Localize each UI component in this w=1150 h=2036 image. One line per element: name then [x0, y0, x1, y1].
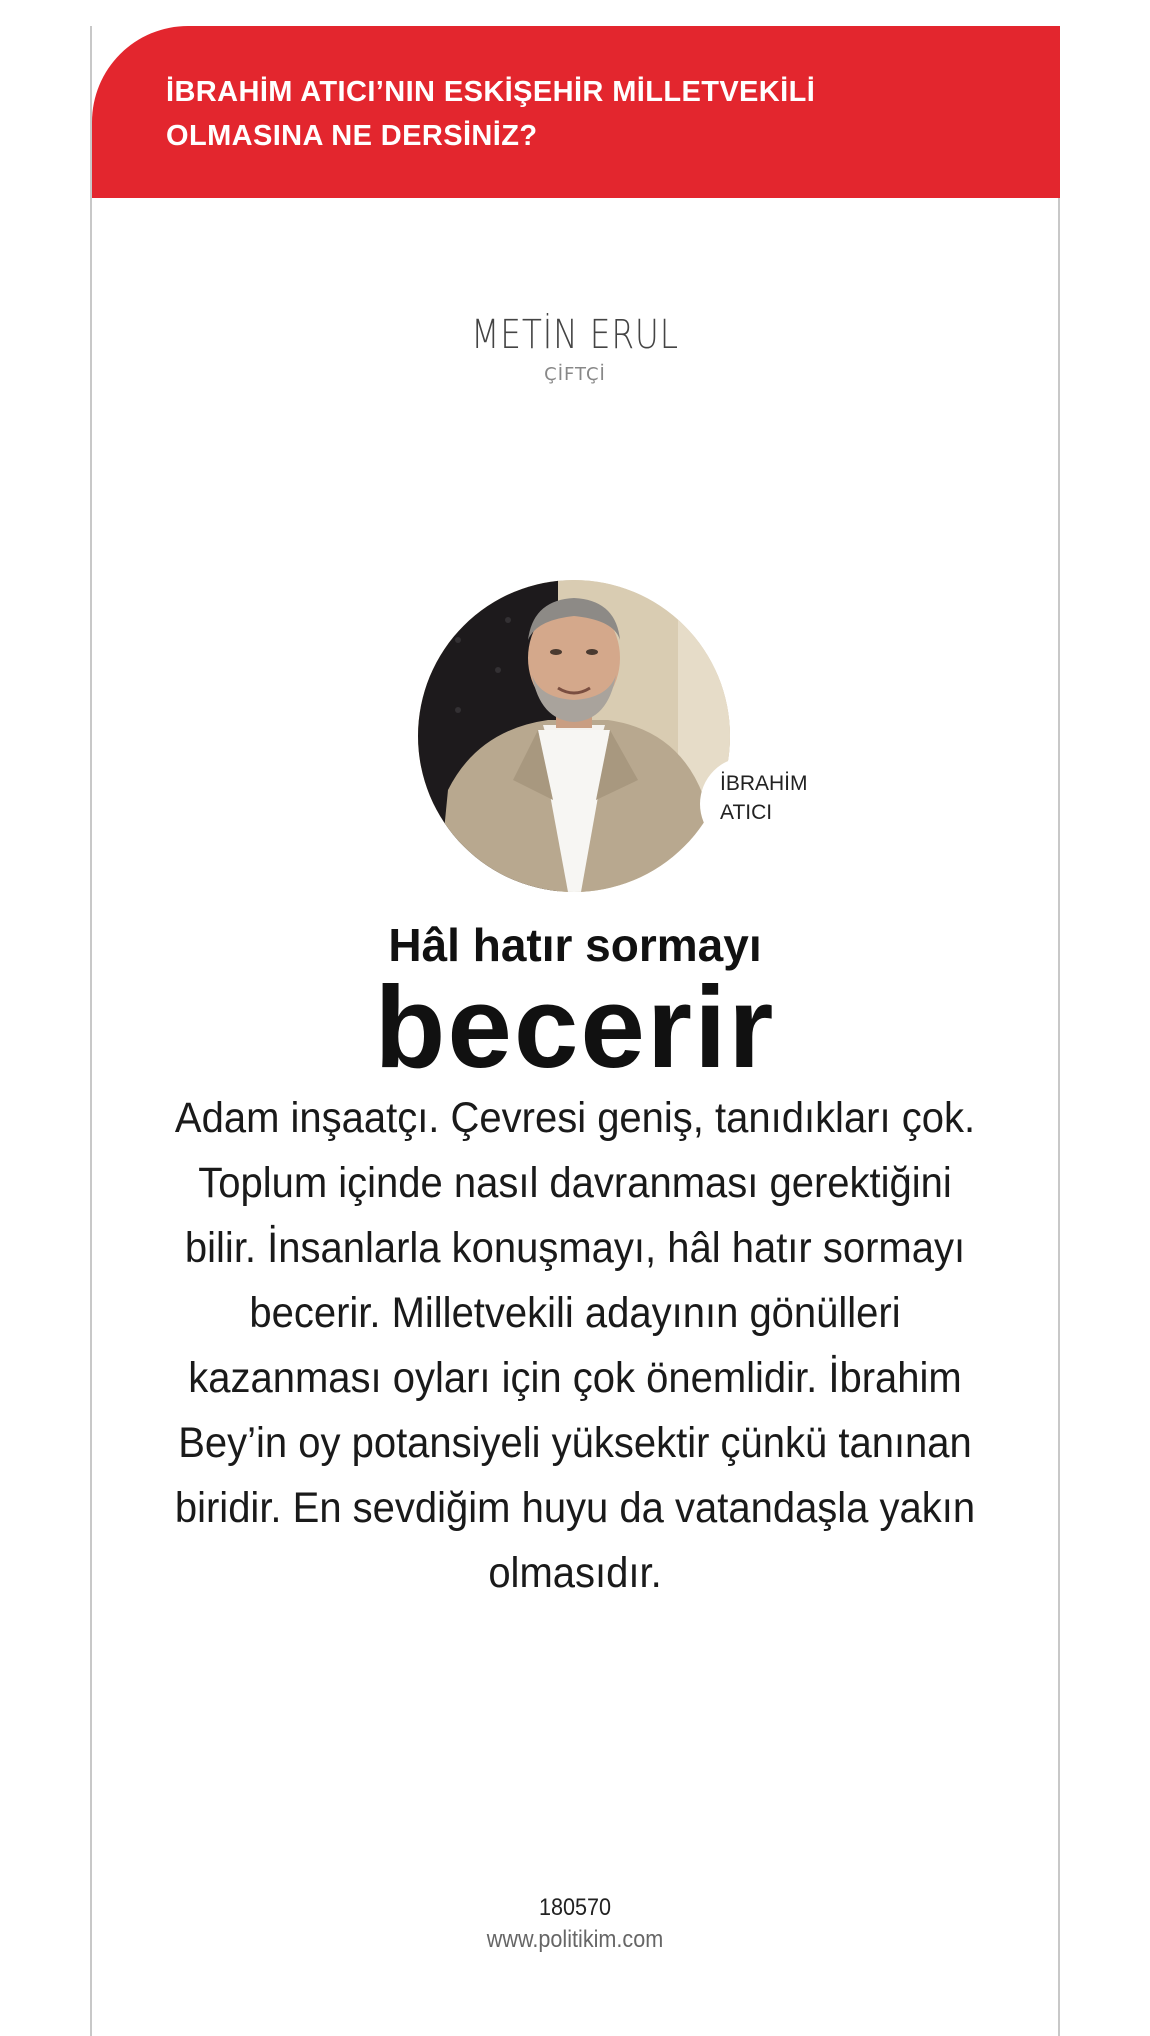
- author-name: METİN ERUL: [471, 312, 679, 358]
- subject-name: İBRAHİM ATICI: [720, 772, 808, 824]
- footer: [0, 1894, 1150, 1954]
- headline-small: Hâl hatır sormayı: [388, 919, 762, 971]
- banner-title: İBRAHİM ATICI’NIN ESKİŞEHİR MİLLETVEKİLİ OLMASINA NE DERSİNİZ?: [166, 76, 816, 152]
- headline-big: becerir: [374, 962, 776, 1092]
- author-role: ÇİFTÇİ: [544, 364, 606, 385]
- footer-id: 180570: [538, 1894, 612, 1921]
- body-text: Adam inşaatçı. Çevresi geniş, tanıdıkları çok. Toplum içinde nasıl davranması gerektiğini bilir. İnsanlarla konuşmayı, hâl hatır sormayı becerir. Milletvekili adayının gönülleri kazanması oyları için çok önemlidir. İbrahim Bey’in oy potansiyeli yüksektir çünkü tanınan biridir. En sevdiğim huyu da vatandaşla yakın olmasıdır.: [174, 1094, 976, 1597]
- subject-name-tag: [700, 757, 820, 851]
- header-banner: [92, 26, 1060, 198]
- subject-photo: [418, 580, 730, 892]
- portrait-photo-icon: [418, 580, 730, 892]
- author-block: [0, 312, 1150, 385]
- footer-url[interactable]: www.politikim.com: [486, 1926, 664, 1953]
